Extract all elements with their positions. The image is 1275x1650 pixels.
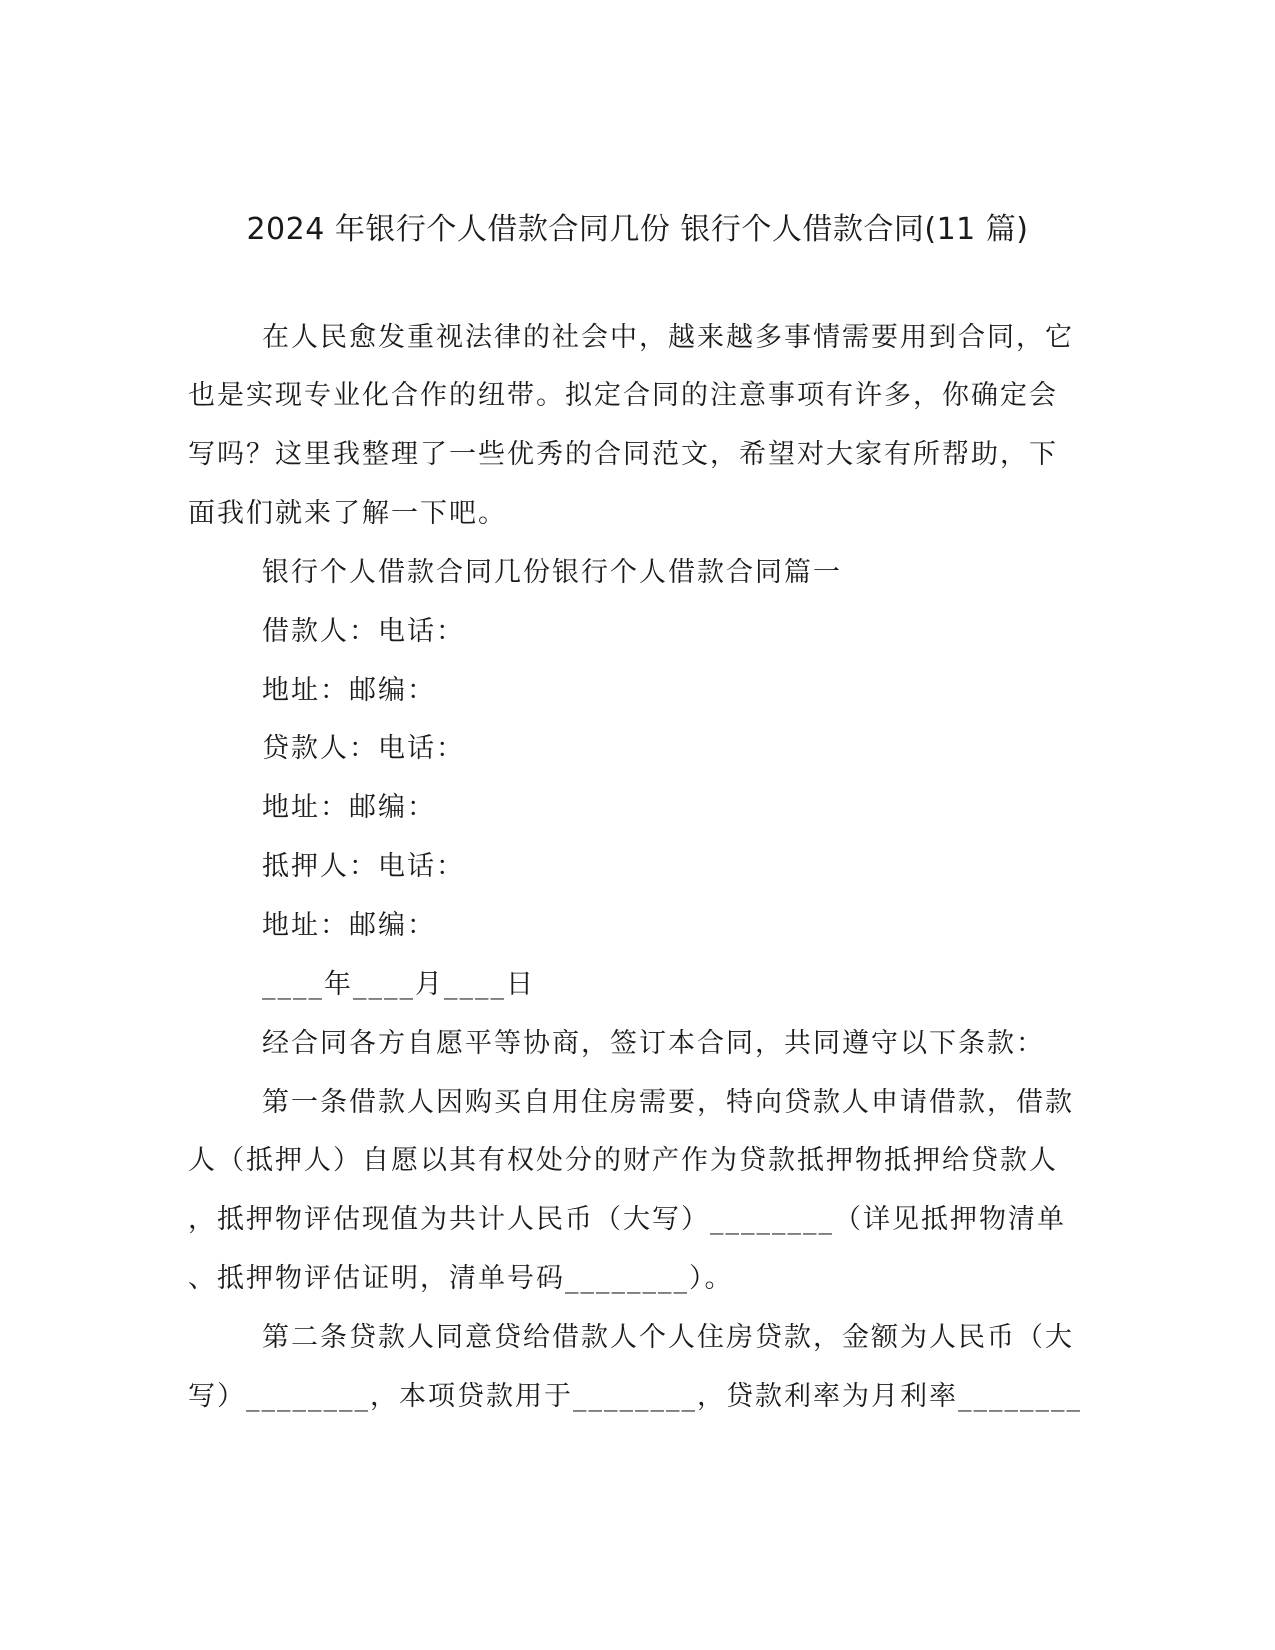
field-line-address: 地址：邮编： xyxy=(262,792,436,823)
paragraph-line: 面我们就来了解一下吧。 xyxy=(188,498,507,529)
clause-line: 写）________，本项贷款用于________，贷款利率为月利率________ xyxy=(188,1381,1082,1412)
field-line-address: 地址：邮编： xyxy=(262,675,436,706)
date-line: ____年____月____日 xyxy=(262,969,535,1000)
field-line-lender: 贷款人：电话： xyxy=(262,733,465,764)
document-title: 2024 年银行个人借款合同几份 银行个人借款合同(11 篇) xyxy=(246,212,1029,247)
paragraph-line: 在人民愈发重视法律的社会中，越来越多事情需要用到合同，它 xyxy=(262,322,1074,353)
field-line-address: 地址：邮编： xyxy=(262,910,436,941)
clause-line: 第二条贷款人同意贷给借款人个人住房贷款，金额为人民币（大 xyxy=(262,1322,1074,1353)
field-line-borrower: 借款人：电话： xyxy=(262,616,465,647)
clause-line: 、抵押物评估证明，清单号码________）。 xyxy=(188,1263,734,1294)
paragraph-line: 写吗？这里我整理了一些优秀的合同范文，希望对大家有所帮助，下 xyxy=(188,439,1058,470)
paragraph-line: 经合同各方自愿平等协商，签订本合同，共同遵守以下条款： xyxy=(262,1028,1045,1059)
section-heading: 银行个人借款合同几份银行个人借款合同篇一 xyxy=(262,557,842,588)
field-line-mortgagor: 抵押人：电话： xyxy=(262,851,465,882)
clause-line: 人（抵押人）自愿以其有权处分的财产作为贷款抵押物抵押给贷款人 xyxy=(188,1145,1058,1176)
clause-line: 第一条借款人因购买自用住房需要，特向贷款人申请借款，借款 xyxy=(262,1087,1074,1118)
paragraph-line: 也是实现专业化合作的纽带。拟定合同的注意事项有许多，你确定会 xyxy=(188,380,1058,411)
clause-line: ，抵押物评估现值为共计人民币（大写）________（详见抵押物清单 xyxy=(188,1204,1066,1235)
